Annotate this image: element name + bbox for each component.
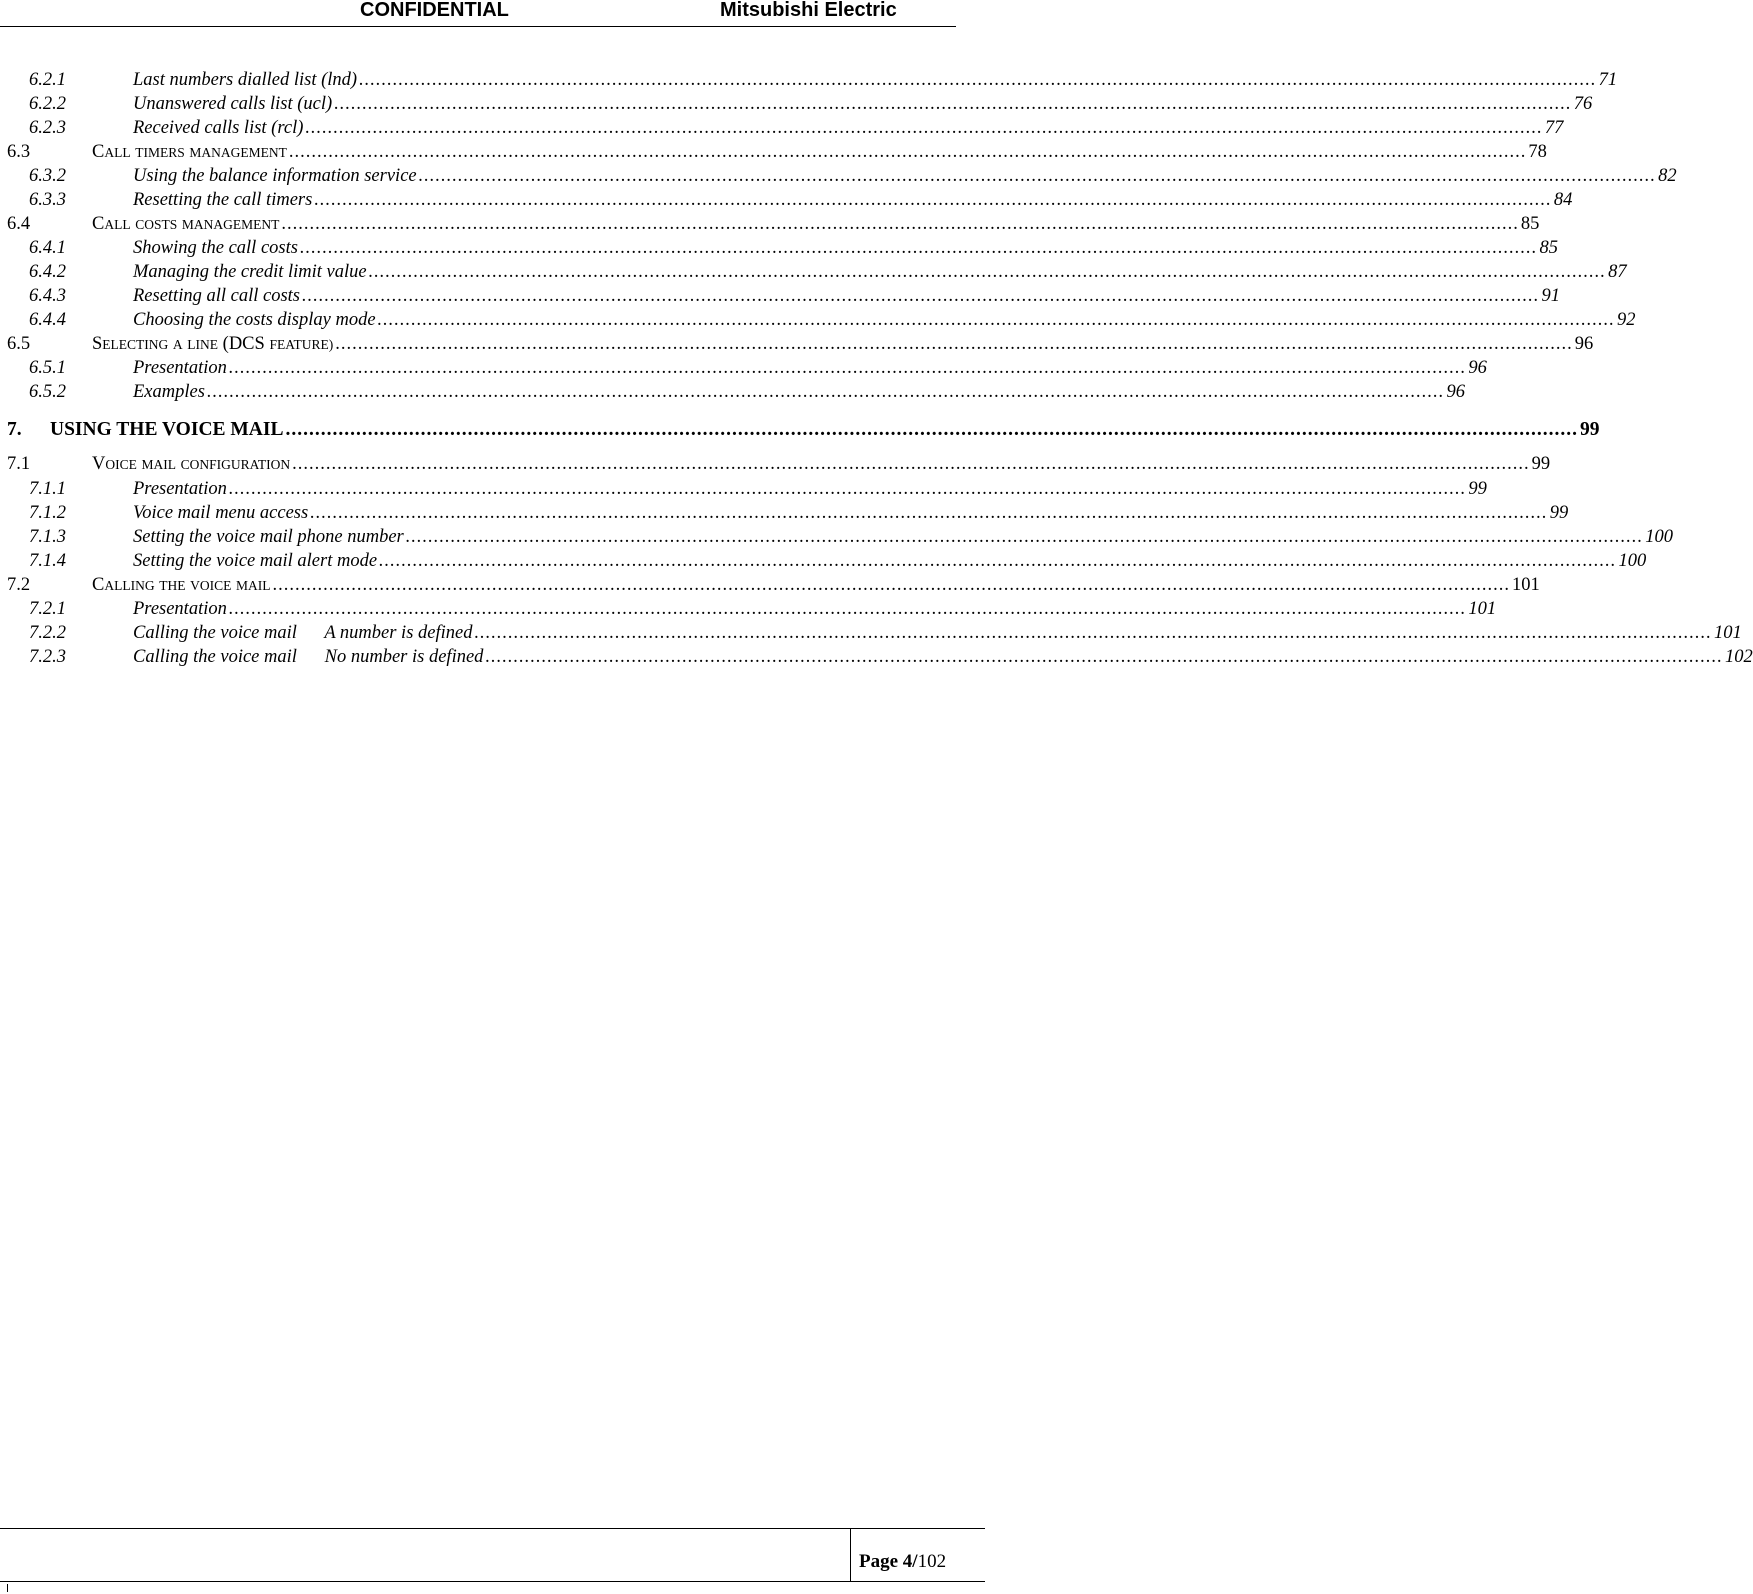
toc-entry-number: 6.3.3: [29, 190, 66, 210]
toc-entry-title: Managing the credit limit value: [133, 262, 367, 282]
toc-entry-number: 6.5.2: [29, 382, 66, 402]
toc-leader-dots: ............................................................................................................................................................................................................................: [474, 623, 1712, 643]
toc-entry-title: Received calls list (rcl): [133, 118, 304, 138]
toc-entry-title: Resetting the call timers: [133, 190, 313, 210]
toc-entry[interactable]: [29, 188, 1573, 212]
toc-leader-dots: ............................................................................................................................................................................................................................: [272, 575, 1510, 595]
toc-entry-title: Presentation: [133, 358, 227, 378]
toc-entry-page: 82: [1658, 166, 1677, 186]
toc-entry-title: Calling the voice mail A number is defined: [133, 623, 473, 643]
toc-entry[interactable]: [29, 308, 1636, 332]
toc-entry-page: 100: [1645, 527, 1674, 547]
toc-leader-dots: ............................................................................................................................................................................................................................: [228, 358, 1467, 378]
toc-entry-title: Presentation: [133, 599, 227, 619]
toc-entry-page: 99: [1549, 503, 1569, 523]
toc-entry-number: 7.1.2: [29, 503, 66, 523]
toc-entry-page: 101: [1511, 575, 1540, 595]
toc-entry-page: 96: [1574, 334, 1594, 354]
toc-entry-title: Setting the voice mail phone number: [133, 527, 404, 547]
toc-entry-page: 84: [1553, 190, 1573, 210]
toc-entry-number: 7.2: [7, 575, 31, 595]
page-header: [0, 0, 956, 27]
toc-leader-dots: ............................................................................................................................................................................................................................: [299, 238, 1538, 258]
toc-entry-title: Voice mail menu access: [133, 503, 309, 523]
confidential-label: CONFIDENTIAL: [360, 0, 509, 21]
toc-entry-page: 92: [1617, 310, 1636, 330]
toc-entry-number: 7.: [7, 419, 22, 440]
toc-entry-page: 76: [1573, 94, 1593, 114]
toc-entry-title: Examples: [133, 382, 205, 402]
toc-entry-title: CALL TIMERS MANAGEMENT: [92, 142, 287, 162]
toc-entry-number: 7.1.1: [29, 479, 66, 499]
toc-leader-dots: ............................................................................................................................................................................................................................: [292, 454, 1530, 474]
toc-entry-title: CALL COSTS MANAGEMENT: [92, 214, 280, 234]
toc-entry-number: 7.2.2: [29, 623, 66, 643]
toc-leader-dots: ............................................................................................................................................................................................................................: [359, 70, 1597, 90]
toc-entry[interactable]: [29, 356, 1487, 380]
toc-entry-number: 7.1.3: [29, 527, 66, 547]
toc-entry[interactable]: [29, 236, 1558, 260]
toc-leader-dots: ............................................................................................................................................................................................................................: [379, 551, 1617, 571]
toc-entry-page: 78: [1528, 142, 1547, 162]
page-total: 102: [917, 1551, 947, 1572]
toc-entry-title: Calling the voice mail No number is defined: [133, 647, 484, 667]
margin-mark: [7, 1584, 8, 1592]
toc-entry[interactable]: [29, 549, 1647, 573]
toc-entry-page: 96: [1468, 358, 1487, 378]
toc-leader-dots: ............................................................................................................................................................................................................................: [368, 262, 1607, 282]
company-name: Mitsubishi Electric: [720, 0, 897, 21]
toc-leader-dots: ............................................................................................................................................................................................................................: [285, 419, 1578, 440]
toc-entry-number: 6.4.3: [29, 286, 66, 306]
toc-entry-number: 6.2.2: [29, 94, 66, 114]
toc-entry-title: SELECTING A LINE (DCS FEATURE): [92, 334, 334, 354]
toc-entry[interactable]: [29, 284, 1560, 308]
toc-entry-title: Resetting all call costs: [133, 286, 300, 306]
toc-leader-dots: ............................................................................................................................................................................................................................: [334, 94, 1572, 114]
toc-entry-page: 96: [1446, 382, 1465, 402]
toc-entry-title: CALLING THE VOICE MAIL: [92, 575, 271, 595]
toc-entry-title: Showing the call costs: [133, 238, 298, 258]
toc-entry[interactable]: [29, 260, 1627, 284]
toc-entry-title: Setting the voice mail alert mode: [133, 551, 378, 571]
toc-entry-number: 7.2.1: [29, 599, 66, 619]
toc-leader-dots: ............................................................................................................................................................................................................................: [405, 527, 1644, 547]
toc-leader-dots: ............................................................................................................................................................................................................................: [314, 190, 1552, 210]
toc-entry-page: 77: [1544, 118, 1564, 138]
toc-entry-title: Last numbers dialled list (lnd): [133, 70, 358, 90]
toc-entry-title: VOICE MAIL CONFIGURATION: [92, 454, 291, 474]
toc-entry-title: Unanswered calls list (ucl): [133, 94, 333, 114]
toc-entry-number: 6.4.1: [29, 238, 66, 258]
toc-entry-number: 7.2.3: [29, 647, 66, 667]
toc-entry[interactable]: [7, 573, 1540, 597]
toc-entry-number: 6.5: [7, 334, 31, 354]
toc-leader-dots: ............................................................................................................................................................................................................................: [228, 479, 1467, 499]
toc-entry[interactable]: [29, 597, 1497, 621]
toc-entry-number: 6.3.2: [29, 166, 66, 186]
toc-entry-page: 101: [1713, 623, 1742, 643]
toc-entry[interactable]: [29, 645, 1753, 669]
toc-entry[interactable]: [29, 380, 1465, 404]
toc-entry-page: 87: [1608, 262, 1627, 282]
toc-entry[interactable]: [29, 501, 1569, 525]
toc-entry-number: 7.1.4: [29, 551, 66, 571]
toc-entry-title: USING THE VOICE MAIL: [50, 419, 284, 440]
toc-entry[interactable]: [7, 452, 1551, 476]
toc-entry[interactable]: [29, 164, 1677, 188]
toc-entry[interactable]: [29, 525, 1674, 549]
toc-leader-dots: ............................................................................................................................................................................................................................: [310, 503, 1548, 523]
toc-entry-page: 101: [1468, 599, 1497, 619]
toc-entry-page: 99: [1468, 479, 1487, 499]
toc-entry-number: 6.4.2: [29, 262, 66, 282]
toc-entry-title: Using the balance information service: [133, 166, 417, 186]
page-footer: [0, 1528, 985, 1582]
toc-entry-page: 102: [1724, 647, 1753, 667]
toc-leader-dots: ............................................................................................................................................................................................................................: [228, 599, 1467, 619]
toc-leader-dots: ............................................................................................................................................................................................................................: [418, 166, 1657, 186]
toc-leader-dots: ............................................................................................................................................................................................................................: [302, 286, 1540, 306]
toc-entry-number: 6.4: [7, 214, 31, 234]
toc-entry-page: 71: [1598, 70, 1618, 90]
toc-entry-page: 91: [1541, 286, 1560, 306]
toc-entry[interactable]: [29, 116, 1564, 140]
toc-entry-number: 6.5.1: [29, 358, 66, 378]
toc-entry-page: 85: [1539, 238, 1558, 258]
toc-entry-number: 7.1: [7, 454, 31, 474]
toc-leader-dots: ............................................................................................................................................................................................................................: [485, 647, 1723, 667]
page-word: Page 4/: [859, 1551, 918, 1572]
page-number-cell: [850, 1529, 985, 1581]
toc-entry[interactable]: [29, 621, 1742, 645]
toc-leader-dots: ............................................................................................................................................................................................................................: [305, 118, 1543, 138]
toc-entry[interactable]: [7, 332, 1594, 356]
toc-entry-number: 6.3: [7, 142, 31, 162]
toc-leader-dots: ............................................................................................................................................................................................................................: [281, 214, 1519, 234]
toc-entry-page: 100: [1618, 551, 1647, 571]
toc-entry-title: Choosing the costs display mode: [133, 310, 376, 330]
toc-entry[interactable]: [29, 92, 1593, 116]
toc-leader-dots: ............................................................................................................................................................................................................................: [206, 382, 1445, 402]
toc-entry-page: 85: [1520, 214, 1540, 234]
toc-leader-dots: ............................................................................................................................................................................................................................: [377, 310, 1616, 330]
toc-entry[interactable]: [7, 140, 1547, 164]
page-number: [859, 1551, 946, 1573]
toc-entry[interactable]: [29, 68, 1618, 92]
toc-entry[interactable]: [7, 418, 1600, 442]
toc-entry[interactable]: [7, 212, 1540, 236]
toc-entry[interactable]: [29, 477, 1487, 501]
toc-entry-number: 6.2.3: [29, 118, 66, 138]
toc-entry-page: 99: [1580, 419, 1600, 440]
toc-leader-dots: ............................................................................................................................................................................................................................: [288, 142, 1527, 162]
toc-leader-dots: ............................................................................................................................................................................................................................: [335, 334, 1573, 354]
toc-entry-number: 6.4.4: [29, 310, 66, 330]
toc-entry-title: Presentation: [133, 479, 227, 499]
toc-entry-page: 99: [1531, 454, 1551, 474]
toc-entry-number: 6.2.1: [29, 70, 66, 90]
